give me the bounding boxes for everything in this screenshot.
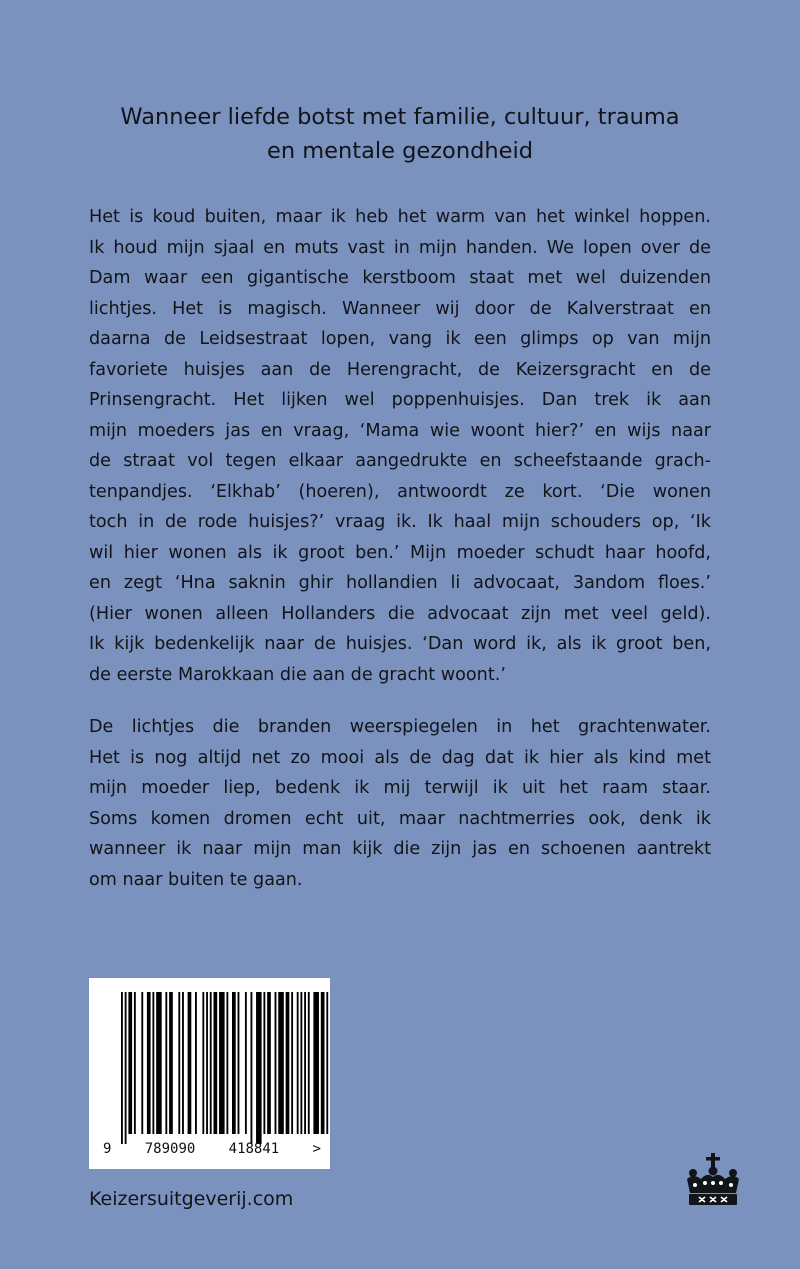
barcode-bar: [178, 992, 180, 1134]
isbn-number: [103, 1140, 321, 1158]
blurb-line: Het is nog altijd net zo mooi als de dag dat ik hier als kind met: [89, 747, 711, 768]
blurb-line: wanneer ik naar mijn man kijk die zijn jas en schoenen aantrekt: [89, 839, 711, 859]
barcode-bar: [291, 992, 293, 1134]
barcode-bar: [202, 992, 204, 1134]
barcode-bar: [251, 992, 253, 1144]
blurb-line: daarna de Leidsestraat lopen, vang ik een glimps op van mijn: [89, 329, 711, 349]
barcode-bar: [326, 992, 328, 1134]
isbn-right-group: 418841: [228, 1141, 280, 1157]
blurb-line: lichtjes. Het is magisch. Wanneer wij door de Kalverstraat en: [89, 298, 711, 319]
barcode-bar: [308, 992, 310, 1134]
blurb-line: toch in de rode huisjes?’ vraag ik. Ik haal mijn schouders op, ‘Ik: [89, 512, 711, 532]
barcode-bar: [304, 992, 306, 1134]
barcode-bar: [238, 992, 240, 1134]
barcode-bar: [232, 992, 236, 1134]
blurb-line: wil hier wonen als ik groot ben.’ Mijn moeder schudt haar hoofd,: [89, 542, 711, 563]
tagline-line-1: Wanneer liefde botst met familie, cultuur, trauma: [120, 104, 680, 130]
barcode-bar: [286, 992, 290, 1134]
tagline-line-2: en mentale gezondheid: [266, 138, 533, 164]
barcode-bar: [128, 992, 132, 1134]
blurb-paragraph-1: [89, 202, 711, 690]
barcode-bar: [125, 992, 127, 1144]
barcode-bar: [219, 992, 225, 1134]
barcode-bar: [226, 992, 228, 1134]
blurb-line: en zegt ‘Hna saknin ghir hollandien li advocaat, 3andom floes.’: [89, 573, 711, 593]
isbn-left-group: 789090: [144, 1141, 196, 1157]
barcode-bar: [134, 992, 136, 1134]
tagline: [0, 100, 800, 168]
blurb-line: De lichtjes die branden weerspiegelen in het grachtenwater.: [89, 717, 711, 737]
blurb-line: de eerste Marokkaan die aan de gracht woont.’: [89, 664, 506, 685]
barcode-bar: [256, 992, 262, 1144]
barcode-bar: [210, 992, 212, 1134]
barcode-bar: [121, 992, 123, 1144]
blurb-line: Het is koud buiten, maar ik heb het warm van het winkel hoppen.: [89, 207, 711, 227]
blurb-line: de straat vol tegen elkaar aangedrukte en scheefstaande grach-: [89, 451, 711, 471]
blurb-paragraph-2: [89, 712, 711, 895]
publisher-website: Keizersuitgeverij.com: [89, 1188, 294, 1210]
blurb-line: Ik houd mijn sjaal en muts vast in mijn handen. We lopen over de: [89, 237, 711, 258]
barcode-bar: [141, 992, 143, 1134]
barcode-bar: [147, 992, 151, 1134]
isbn-quiet-zone-marker: >: [312, 1141, 321, 1157]
blurb-line: tenpandjes. ‘Elkhab’ (hoeren), antwoordt ze kort. ‘Die wonen: [89, 481, 711, 502]
barcode-bar: [206, 992, 208, 1134]
barcode-bar: [165, 992, 167, 1134]
barcode-bar: [300, 992, 302, 1134]
barcode-bar: [297, 992, 299, 1134]
barcode-bar: [169, 992, 173, 1134]
barcode-bar: [321, 992, 325, 1134]
barcode-bar: [156, 992, 162, 1134]
isbn-barcode: [89, 978, 330, 1169]
isbn-prefix-digit: 9: [103, 1141, 112, 1157]
blurb-line: Soms komen dromen echt uit, maar nachtmerries ook, denk ik: [89, 808, 711, 829]
barcode-bar: [195, 992, 197, 1134]
barcode-bar: [245, 992, 247, 1134]
barcode-bar: [152, 992, 154, 1134]
barcode-bar: [313, 992, 319, 1134]
barcode-bar: [214, 992, 218, 1134]
barcode-bar: [263, 992, 265, 1134]
blurb-line: om naar buiten te gaan.: [89, 869, 303, 890]
blurb-line: (Hier wonen alleen Hollanders die advocaat zijn met veel geld).: [89, 603, 711, 624]
blurb-line: mijn moeder liep, bedenk ik mij terwijl ik uit het raam staar.: [89, 778, 711, 798]
barcode-bar: [278, 992, 284, 1134]
barcode-bar: [188, 992, 192, 1134]
blurb-line: mijn moeders jas en vraag, ‘Mama wie woont hier?’ en wijs naar: [89, 420, 711, 441]
blurb-line: Prinsengracht. Het lijken wel poppenhuisjes. Dan trek ik aan: [89, 390, 711, 410]
barcode-bar: [267, 992, 271, 1134]
barcode-bar: [275, 992, 277, 1134]
blurb-line: Dam waar een gigantische kerstboom staat met wel duizenden: [89, 268, 711, 288]
blurb-line: Ik kijk bedenkelijk naar de huisjes. ‘Dan word ik, als ik groot ben,: [89, 634, 711, 654]
barcode-bar: [182, 992, 184, 1134]
blurb-line: favoriete huisjes aan de Herengracht, de Keizersgracht en de: [89, 359, 711, 380]
crown-icon: [683, 1153, 743, 1207]
